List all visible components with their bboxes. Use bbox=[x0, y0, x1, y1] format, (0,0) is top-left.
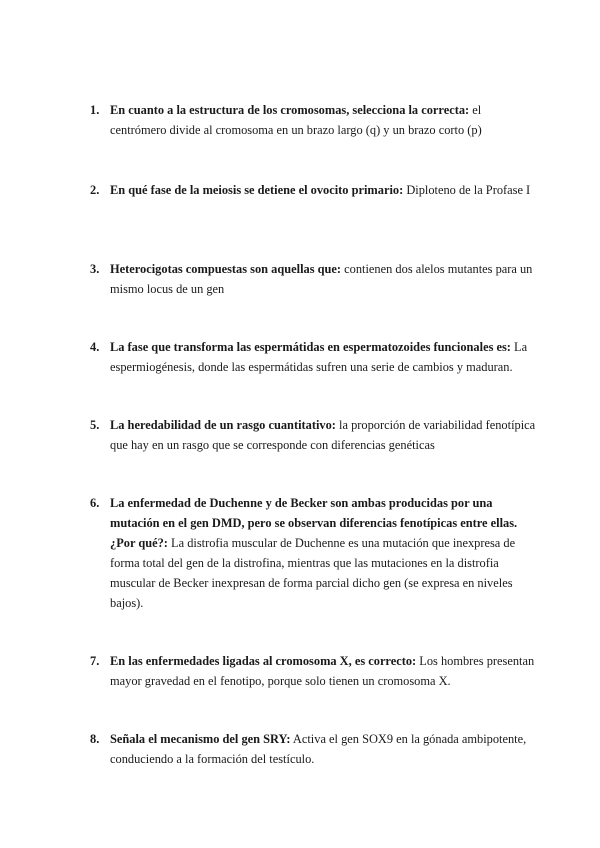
question-item bbox=[90, 100, 536, 140]
question-text-block bbox=[110, 729, 536, 769]
question-text: La enfermedad de Duchenne y de Becker son ambas producidas por una mutación en el gen DMD, pero se observan diferencias fenotípicas entre ellas. ¿Por qué?: bbox=[110, 496, 518, 550]
question-text-block bbox=[110, 100, 536, 140]
question-text-block bbox=[110, 651, 536, 691]
question-text: La heredabilidad de un rasgo cuantitativo: bbox=[110, 418, 336, 432]
question-number: 4. bbox=[90, 340, 100, 354]
question-text-block bbox=[110, 180, 536, 200]
answer-text: Diploteno de la Profase I bbox=[403, 183, 531, 197]
question-item bbox=[90, 729, 536, 769]
question-text: La fase que transforma las espermátidas en espermatozoides funcionales es: bbox=[110, 340, 511, 354]
question-number: 7. bbox=[90, 654, 100, 668]
question-number: 8. bbox=[90, 732, 100, 746]
answer-text: contienen dos alelos mutantes para un mismo locus de un gen bbox=[110, 262, 533, 296]
question-number: 1. bbox=[90, 103, 100, 117]
question-number: 6. bbox=[90, 496, 100, 510]
question-text: En cuanto a la estructura de los cromosomas, selecciona la correcta: bbox=[110, 103, 470, 117]
question-text-block bbox=[110, 259, 536, 299]
answer-text: Activa el gen SOX9 en la gónada ambipotente, conduciendo a la formación del testículo. bbox=[110, 732, 527, 766]
answer-text: la proporción de variabilidad fenotípica que hay en un rasgo que se corresponde con diferencias genéticas bbox=[110, 418, 536, 452]
question-item bbox=[90, 493, 536, 613]
answer-text: el centrómero divide al cromosoma en un brazo largo (q) y un brazo corto (p) bbox=[110, 103, 482, 137]
answer-text: La espermiogénesis, donde las espermátidas sufren una serie de cambios y maduran. bbox=[110, 340, 528, 374]
question-text-block bbox=[110, 415, 536, 455]
question-item bbox=[90, 651, 536, 691]
question-number: 5. bbox=[90, 418, 100, 432]
question-item bbox=[90, 415, 536, 455]
question-text: Heterocigotas compuestas son aquellas que: bbox=[110, 262, 342, 276]
question-text-block bbox=[110, 337, 536, 377]
question-item bbox=[90, 259, 536, 299]
answer-text: La distrofia muscular de Duchenne es una mutación que inexpresa de forma total del gen de la distrofina, mientras que las mutaciones en la distrofia muscular de Becker inexpresan de forma parcial dicho gen (se expresa en niveles bajos). bbox=[110, 536, 516, 610]
question-text-block bbox=[110, 493, 536, 613]
question-item bbox=[90, 337, 536, 377]
question-text: En qué fase de la meiosis se detiene el ovocito primario: bbox=[110, 183, 404, 197]
answer-text: Los hombres presentan mayor gravedad en el fenotipo, porque solo tienen un cromosoma X. bbox=[110, 654, 535, 688]
question-number: 3. bbox=[90, 262, 100, 276]
question-number: 2. bbox=[90, 183, 100, 197]
question-text: En las enfermedades ligadas al cromosoma X, es correcto: bbox=[110, 654, 417, 668]
question-item bbox=[90, 180, 536, 200]
question-text: Señala el mecanismo del gen SRY: bbox=[110, 732, 291, 746]
